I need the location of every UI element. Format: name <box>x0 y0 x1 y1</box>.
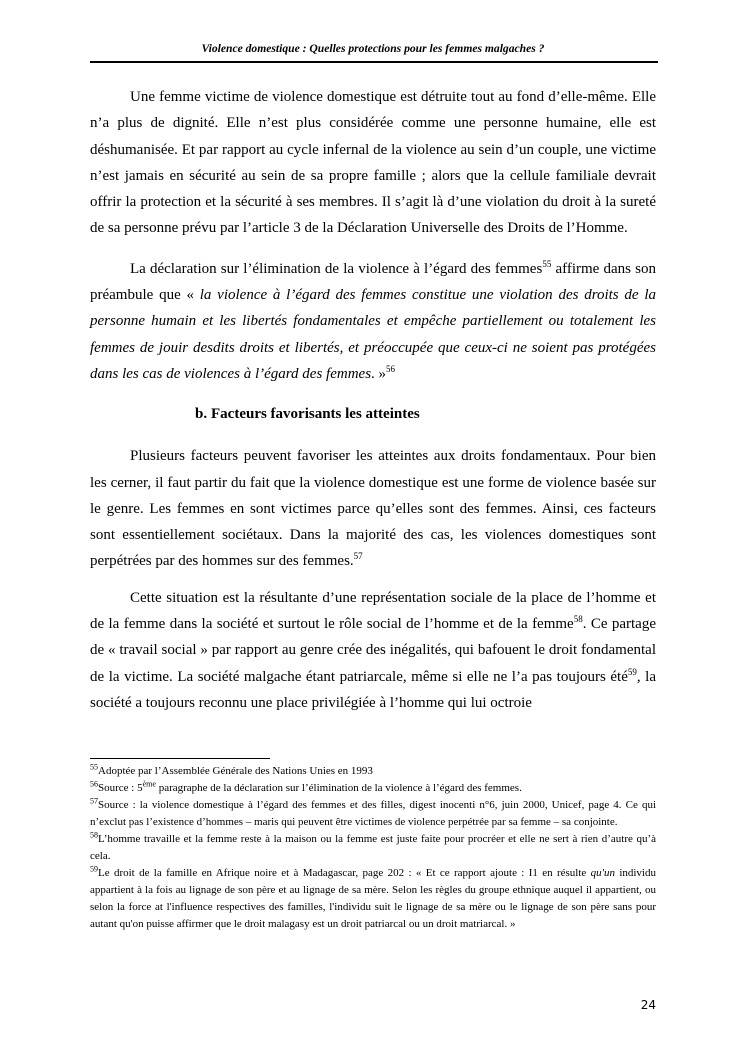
page-number: 24 <box>640 998 656 1012</box>
footnote-text: Source : 5 <box>98 782 143 794</box>
paragraph-social-representation <box>90 585 656 716</box>
header-rule <box>90 61 658 63</box>
subheading-letter: b. <box>195 406 208 423</box>
footnote-text: Le droit de la famille en Afrique noire et à Madagascar, page 202 : « Et ce rapport ajoute : I1 en résulte <box>98 867 591 879</box>
footnote-number: 56 <box>90 779 98 789</box>
paragraph-dignity: Une femme victime de violence domestique est détruite tout au fond d’elle-même. Elle n’a plus de dignité. Elle n’est plus considérée comme une personne humaine, elle est déshumanisée. Et par rapport au cycle infernal de la violence au sein d’un couple, une victime n’est jamais en sécurité au sein de sa propre famille ; alors que la cellule familiale devrait offrir la protection et la sécurité à ses membres. Il s’agit là d’une violation du droit à la sureté de sa personne prévu par l’article 3 de la Déclaration Universelle des Droits de l’Homme. <box>90 89 656 237</box>
footnote-number: 59 <box>90 864 98 874</box>
footnote-55 <box>90 763 656 780</box>
body-text <box>90 84 656 716</box>
footnote-text-cont: paragraphe de la déclaration sur l’élimination de la violence à l’égard des femmes. <box>155 782 522 794</box>
footnote-ref-59[interactable]: 59 <box>627 666 637 677</box>
section-subheading <box>90 401 656 427</box>
p2-mid: affirme dans son préambule que « <box>90 260 657 304</box>
p2-end: . » <box>371 365 387 382</box>
footnote-text: Source : la violence domestique à l’égard des femmes et des filles, digest inocenti n°6, juin 2000, Unicef, page 4. Ce qui n’exclut pas l’existence d’hommes – maris qui peuvent être victimes de violence perpétrée par sa femme – sa conjointe. <box>90 799 656 828</box>
p2-start: La déclaration sur l’élimination de la violence à l’égard des femmes <box>130 260 543 277</box>
footnote-ref-58[interactable]: 58 <box>573 614 583 625</box>
footnote-57 <box>90 797 656 831</box>
footnote-text: L’homme travaille et la femme reste à la maison ou la femme est juste faite pour procréer et elle ne sert à rien d’autre qu’à cela. <box>90 833 656 862</box>
footnote-ref-55[interactable]: 55 <box>542 258 552 269</box>
footnote-number: 57 <box>90 796 98 806</box>
running-header-title: Violence domestique : Quelles protections pour les femmes malgaches ? <box>201 42 545 55</box>
paragraph-factors <box>90 443 656 574</box>
paragraph-declaration <box>90 256 656 387</box>
footnote-separator <box>90 758 270 759</box>
p4-b: . Ce partage de « travail social » par rapport au genre crée des inégalités, qui bafouent le droit fondamental de la victime. La société malgache étant patriarcale, même si elle ne l’a pas toujours été <box>90 616 656 685</box>
footnote-text: Adoptée par l’Assemblée Générale des Nations Unies en 1993 <box>98 765 373 777</box>
footnotes <box>90 763 656 933</box>
footnote-italic: qu'un <box>590 867 615 879</box>
footnote-text-cont: individu appartient à la fois au lignage de son père et au lignage de sa mère. Selon les règles du groupe ethnique auquel il appartient, ou selon la force at l'influence respectives des familles, l'individu suit le lignage de sa mère ou le lignage de son père sans pour autant qu'on puisse affirmer que le droit malagasy est un droit patriarcal ou un droit matriarcal. » <box>90 867 656 930</box>
footnote-56 <box>90 780 656 797</box>
footnote-58 <box>90 831 656 865</box>
p3-text: Plusieurs facteurs peuvent favoriser les atteintes aux droits fondamentaux. Pour bien les cerner, il faut partir du fait que la violence domestique est une forme de violence basée sur le genre. Les femmes en sont victimes parce qu’elles sont des femmes. Ainsi, ces facteurs sont essentiellement sociétaux. Dans la majorité des cas, les violences domestiques sont perpétrées par des hommes sur des femmes. <box>90 448 656 570</box>
p2-quote: la violence à l’égard des femmes constitue une violation des droits de la personne humain et les libertés fondamentales et empêche partiellement ou totalement les femmes de jouir desdits droits et libertés, et préoccupée que ceux-ci ne soient pas protégées dans les cas de violences à l’égard des femmes <box>90 287 656 382</box>
footnote-number: 55 <box>90 762 98 772</box>
subheading-text: Facteurs favorisants les atteintes <box>211 406 420 423</box>
footnote-59 <box>90 865 656 933</box>
ordinal-suffix: ème <box>142 779 156 789</box>
p4-c: , la société a toujours reconnu une place privilégiée à l’homme qui lui octroie <box>90 668 657 711</box>
footnote-number: 58 <box>90 830 98 840</box>
footnote-ref-57[interactable]: 57 <box>353 551 363 562</box>
p4-a: Cette situation est la résultante d’une représentation sociale de la place de l’homme et de la femme dans la société et surtout le rôle social de l’homme et de la femme <box>90 589 656 633</box>
footnote-ref-56[interactable]: 56 <box>386 363 396 374</box>
